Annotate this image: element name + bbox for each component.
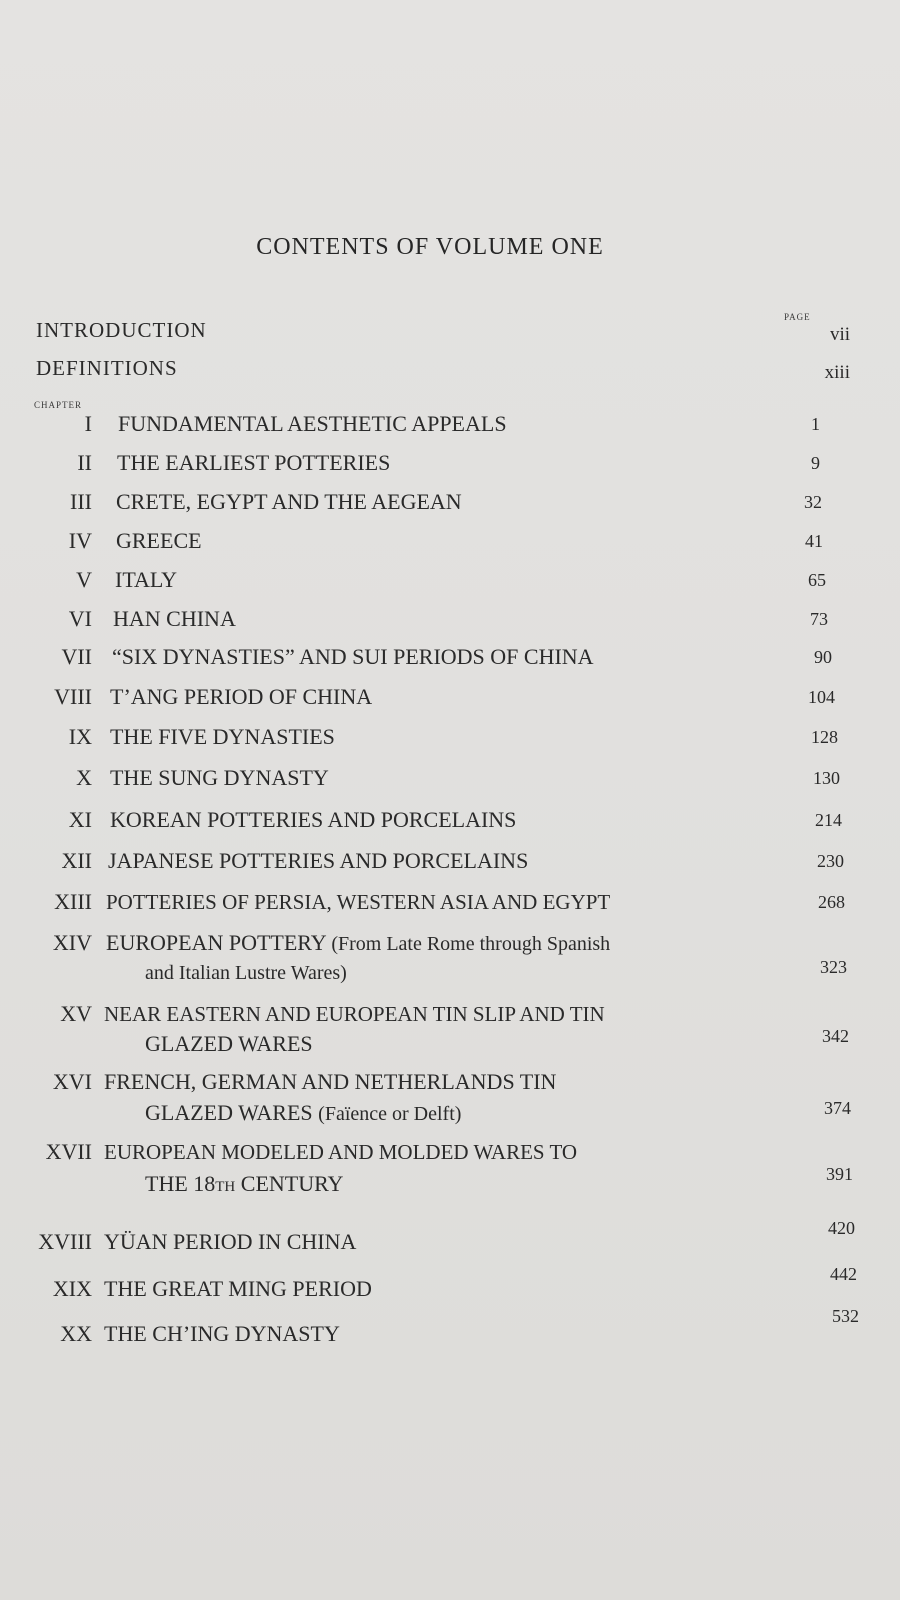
chapter-title: ITALY [115,567,178,592]
chapter-page: 32 [804,492,822,512]
chapter-title: GREECE [116,528,202,553]
chapter-page: 420 [828,1218,855,1238]
chapter-number: XVIII [38,1229,92,1254]
chapter-title: THE EARLIEST POTTERIES [117,450,391,475]
chapter-number: I [84,411,92,436]
chapter-title: YÜAN PERIOD IN CHINA [104,1229,357,1254]
chapter-title: THE GREAT MING PERIOD [104,1276,372,1301]
chapter-title-line2-tail: CENTURY [240,1171,344,1196]
front-matter-definitions: DEFINITIONS [36,356,178,380]
chapter-page: 342 [822,1026,849,1046]
chapter-title: “SIX DYNASTIES” AND SUI PERIODS OF CHINA [112,644,594,669]
chapter-number: IV [68,528,92,553]
chapter-title: CRETE, EGYPT AND THE AEGEAN [116,489,462,514]
chapter-number: XVI [52,1069,92,1094]
chapter-number: XII [61,848,92,873]
chapter-title-line1 [106,929,806,958]
chapter-subtitle: (From Late Rome through Spanish [331,933,611,955]
page-column-header: PAGE [784,312,811,322]
chapter-page: 1 [811,414,820,434]
chapter-title-line1: NEAR EASTERN AND EUROPEAN TIN SLIP AND TIN [104,1002,605,1026]
chapter-number: VI [68,606,92,631]
chapter-page: 268 [818,892,845,912]
front-matter-definitions-page: xiii [824,362,850,383]
chapter-number: XV [60,1001,92,1026]
chapter-title: FUNDAMENTAL AESTHETIC APPEALS [118,411,507,436]
chapter-title: THE CH’ING DYNASTY [104,1321,340,1346]
page-title: CONTENTS OF VOLUME ONE [256,234,604,260]
chapter-page: 65 [808,570,826,590]
chapter-number: XX [60,1321,92,1346]
chapter-subtitle: (Faïence or Delft) [318,1103,462,1125]
chapter-number: XIV [52,930,92,955]
chapter-number: III [70,489,92,514]
chapter-number: XIII [54,889,92,914]
chapter-number: II [77,450,92,475]
chapter-page: 130 [813,768,840,788]
front-matter-introduction: INTRODUCTION [36,318,207,342]
chapter-number: VIII [54,684,92,709]
chapter-page: 73 [810,609,828,629]
chapter-page: 391 [826,1164,853,1184]
chapter-page: 90 [814,647,832,667]
chapter-title-ordinal: TH [215,1179,236,1195]
front-matter-introduction-page: vii [829,324,850,345]
chapter-title-line1: FRENCH, GERMAN AND NETHERLANDS TIN [104,1069,557,1094]
chapter-number: IX [68,724,92,749]
chapter-number: XVII [45,1139,92,1164]
chapter-number: V [76,567,92,592]
chapter-title-line1: EUROPEAN MODELED AND MOLDED WARES TO [104,1140,578,1164]
chapter-page: 532 [832,1306,859,1326]
chapter-page: 128 [811,727,838,747]
chapter-page: 230 [817,851,844,871]
chapter-page: 323 [820,957,847,977]
chapter-title: JAPANESE POTTERIES AND PORCELAINS [108,848,529,873]
chapter-title-line2: GLAZED WARES [145,1031,313,1056]
chapter-page: 214 [815,810,842,830]
chapter-title: THE SUNG DYNASTY [110,765,329,790]
chapter-title: POTTERIES OF PERSIA, WESTERN ASIA AND EGYPT [106,890,611,914]
chapter-page: 104 [808,687,835,707]
chapter-title-line2 [145,1170,845,1201]
chapter-title: THE FIVE DYNASTIES [110,724,335,749]
chapter-column-header: CHAPTER [34,400,83,410]
chapter-title: KOREAN POTTERIES AND PORCELAINS [110,807,517,832]
chapter-number: X [76,765,92,790]
chapter-title-line2: and Italian Lustre Wares) [145,962,347,984]
chapter-title: HAN CHINA [113,606,236,631]
chapter-title-line2-main: THE 18 [145,1171,216,1196]
chapter-number: VII [61,644,92,669]
chapter-title: T’ANG PERIOD OF CHINA [110,684,373,709]
chapter-title-line2 [145,1099,845,1128]
chapter-title: EUROPEAN POTTERY [106,930,326,955]
chapter-page: 41 [805,531,823,551]
chapter-title-line2-main: GLAZED WARES [145,1100,313,1125]
chapter-number: XIX [52,1276,92,1301]
chapter-page: 374 [824,1098,851,1118]
chapter-number: XI [68,807,92,832]
chapter-page: 9 [811,453,820,473]
chapter-page: 442 [830,1264,857,1284]
